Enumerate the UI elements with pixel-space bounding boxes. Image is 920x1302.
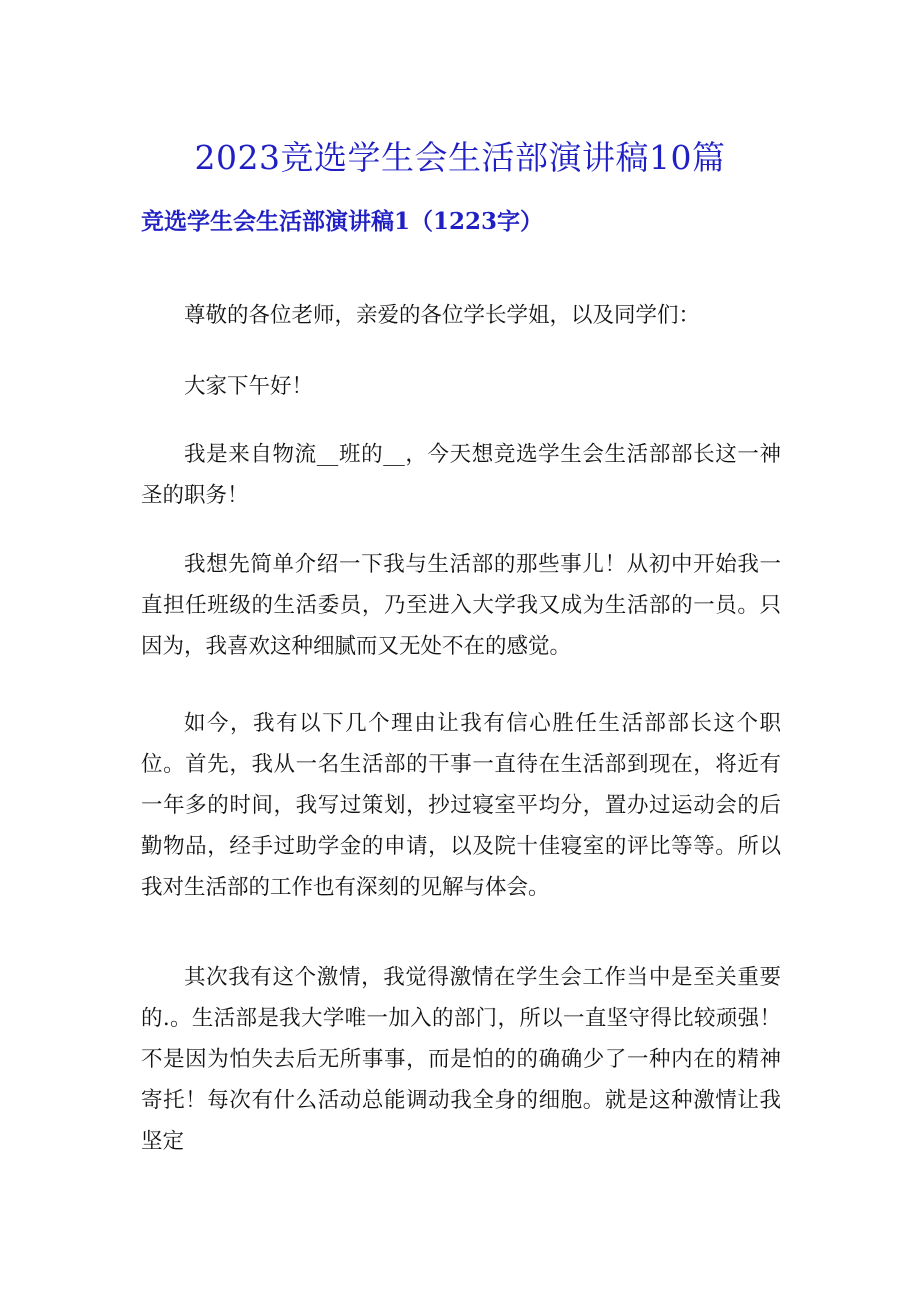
section-heading: 竞选学生会生活部演讲稿1（1223字） xyxy=(141,208,544,235)
paragraph-good-afternoon: 大家下午好！ xyxy=(184,374,314,399)
paragraph-reasons: 如今，我有以下几个理由让我有信心胜任生活部部长这个职位。首先，我从一名生活部的干事一直待在生活部到现在，将近有一年多的时间，我写过策划，抄过寝室平均分，置办过运动会的后勤物品，经手过助学金的申请，以及院十佳寝室的评比等等。所以我对生活部的工作也有深刻的见解与体会。 xyxy=(141,711,781,900)
paragraph-greeting-audience: 尊敬的各位老师，亲爱的各位学长学姐，以及同学们： xyxy=(184,303,701,328)
paragraph-self-introduction: 我是来自物流__班的__，今天想竞选学生会生活部部长这一神圣的职务！ xyxy=(141,442,781,508)
document-title: 2023竞选学生会生活部演讲稿10篇 xyxy=(194,138,726,177)
paragraph-background: 我想先简单介绍一下我与生活部的那些事儿！从初中开始我一直担任班级的生活委员，乃至进入大学我又成为生活部的一员。只因为，我喜欢这种细腻而又无处不在的感觉。 xyxy=(141,552,781,659)
paragraph-passion: 其次我有这个激情，我觉得激情在学生会工作当中是至关重要的.。生活部是我大学唯一加入的部门，所以一直坚守得比较顽强！不是因为怕失去后无所事事，而是怕的的确确少了一种内在的精神寄托！每次有什么活动总能调动我全身的细胞。就是这种激情让我坚定 xyxy=(141,965,781,1154)
